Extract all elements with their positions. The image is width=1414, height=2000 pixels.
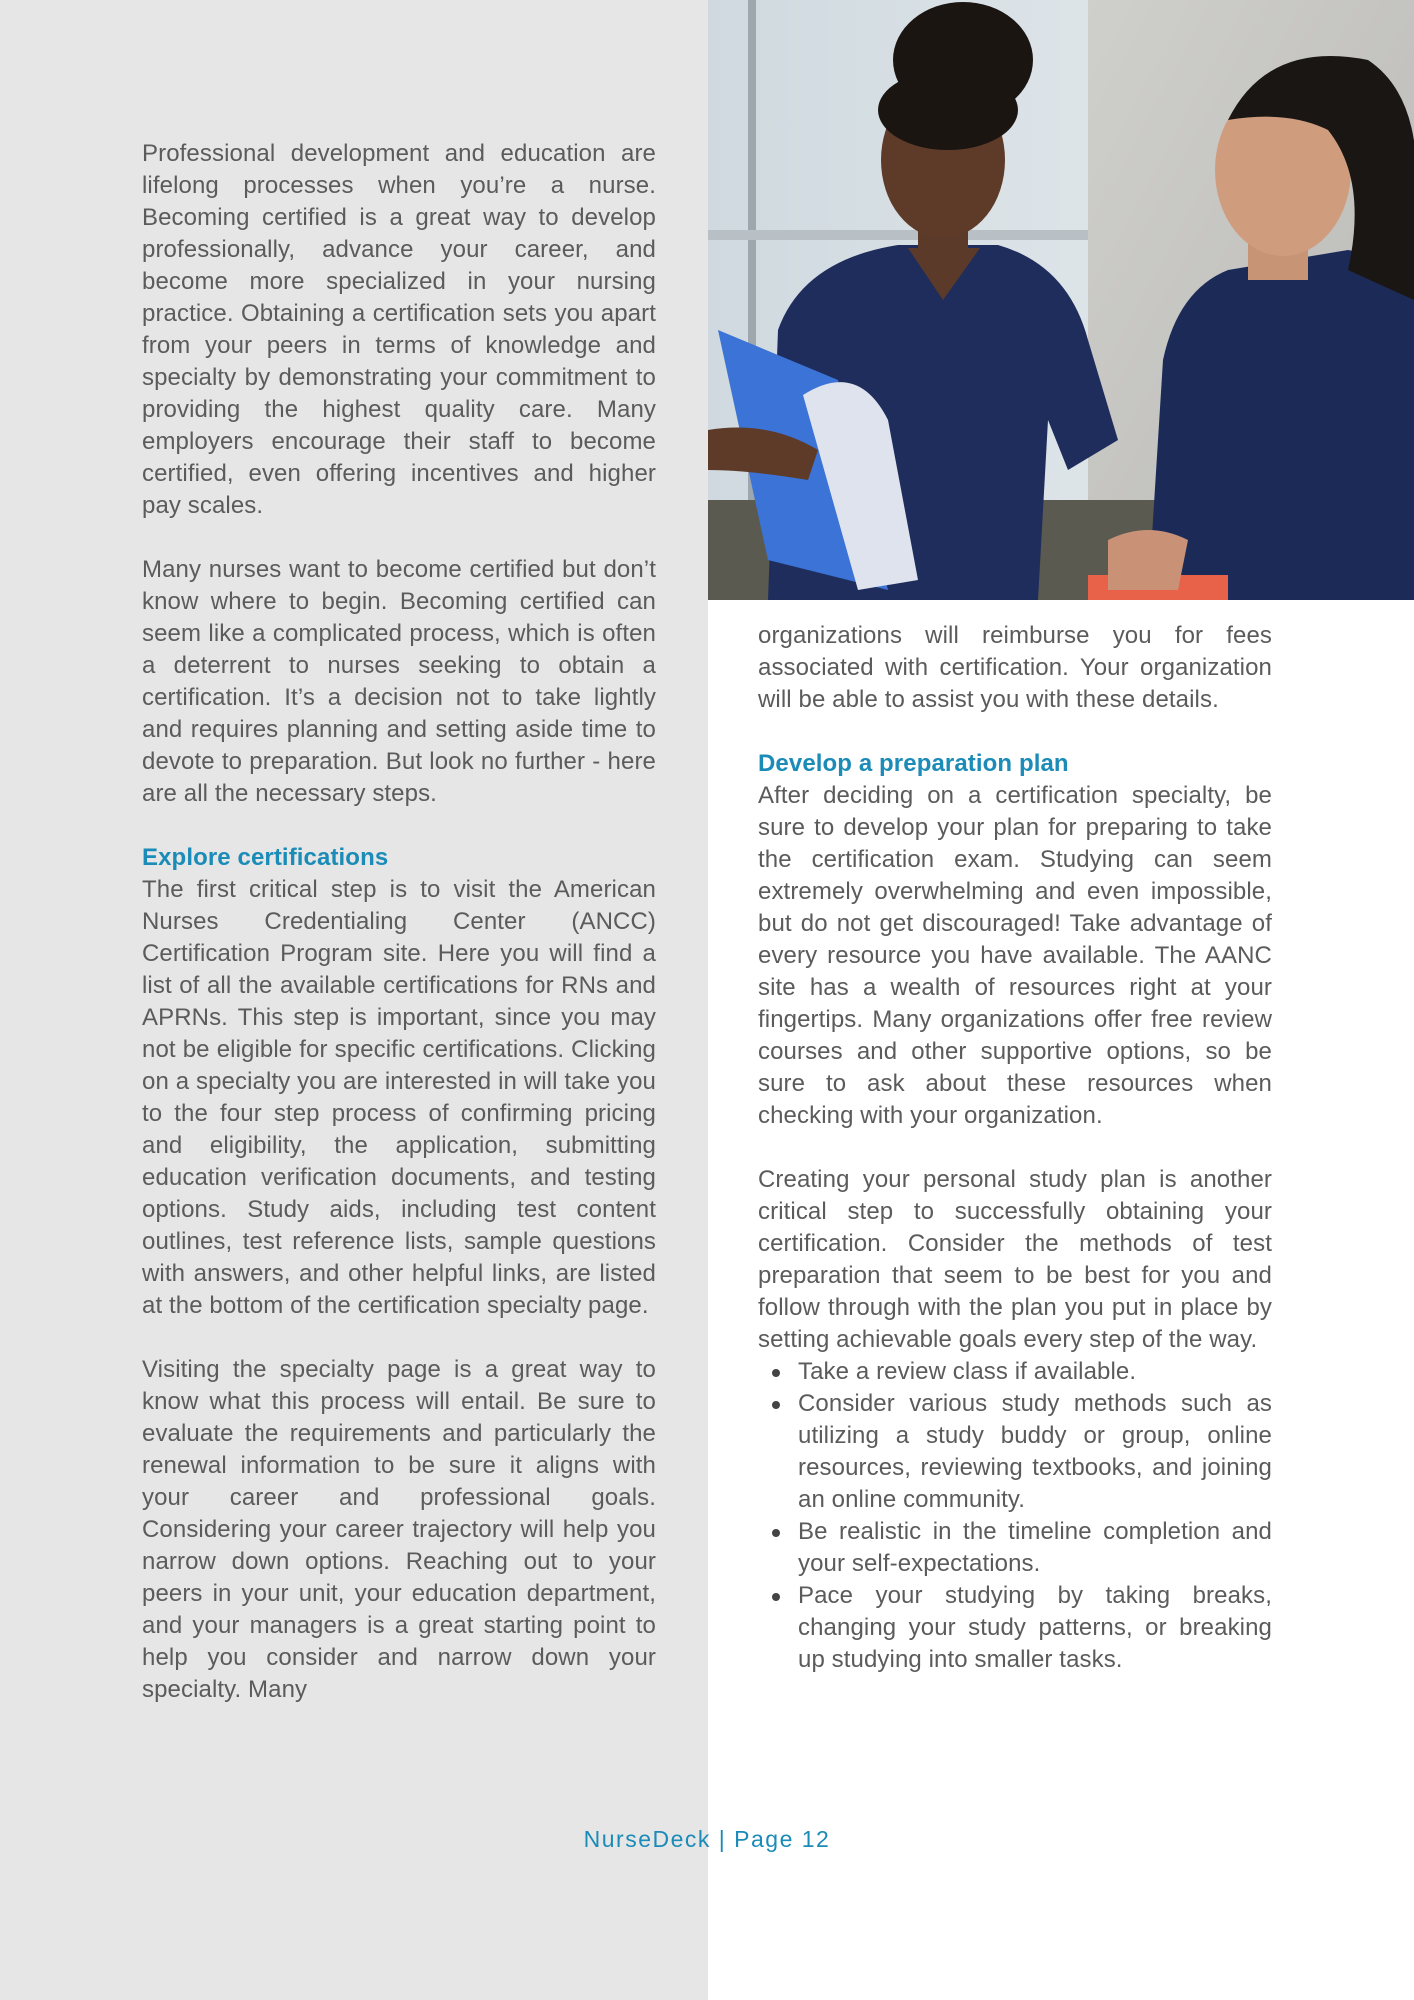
page-footer: NurseDeck | Page 12 [583,1826,831,1852]
section-heading-explore-certifications: Explore certifications [142,844,389,871]
explore-certifications-paragraph: The first critical step is to visit the American Nurses Credentialing Center (ANCC) Certification Program site. Here you will find a list of all the available certifications for RNs and APRNs. This step is important, since you may not be eligible for specific certifications. Clicking on a specialty you are interested in will take you to the four step process of confirming pricing and eligibility, the application, submitting education verification documents, and testing options. Study aids, including test content outlines, test reference lists, sample questions with answers, and other helpful links, are listed at the bottom of the certification specialty page. [142,876,656,1319]
list-item: Be realistic in the timeline completion and your self-expectations. [798,1516,1272,1580]
study-plan-paragraph: Creating your personal study plan is another critical step to successfully obtaining your certification. Consider the methods of test preparation that seem to be best for you and follow through with the plan you put in place by setting achievable goals every step of the way. [758,1166,1272,1353]
intro-paragraph: Professional development and education are lifelong processes when you’re a nurse. Becoming certified is a great way to develop professionally, advance your career, and become more specialized in your nursing practice. Obtaining a certification sets you apart from your peers in terms of knowledge and specialty by demonstrating your commitment to providing the highest quality care. Many employers encourage their staff to become certified, even offering incentives and higher pay scales. [142,140,656,519]
study-tips-list [758,1356,1272,1676]
getting-started-paragraph: Many nurses want to become certified but don’t know where to begin. Becoming certified can seem like a complicated process, which is often a deterrent to nurses seeking to obtain a certification. It’s a decision not to take lightly and requires planning and setting aside time to devote to preparation. But look no further - here are all the necessary steps. [142,556,656,807]
right-column [758,620,1272,1676]
list-item: Consider various study methods such as utilizing a study buddy or group, online resources, reviewing textbooks, and joining an online community. [798,1388,1272,1516]
reimbursement-paragraph: organizations will reimburse you for fees associated with certification. Your organization will be able to assist you with these details. [758,622,1272,713]
preparation-plan-paragraph: After deciding on a certification specialty, be sure to develop your plan for preparing to take the certification exam. Studying can seem extremely overwhelming and even impossible, but do not get discouraged! Take advantage of every resource you have available. The AANC site has a wealth of resources right at your fingertips. Many organizations offer free review courses and other supportive options, so be sure to ask about these resources when checking with your organization. [758,782,1272,1129]
list-item: Take a review class if available. [798,1356,1272,1388]
list-item: Pace your studying by taking breaks, changing your study patterns, or breaking up studying into smaller tasks. [798,1580,1272,1676]
nurses-photo [708,0,1414,600]
section-heading-preparation-plan: Develop a preparation plan [758,750,1069,777]
left-column [142,138,656,1706]
specialty-page-paragraph: Visiting the specialty page is a great way to know what this process will entail. Be sure to evaluate the requirements and particularly the renewal information to be sure it aligns with your career and professional goals. Considering your career trajectory will help you narrow down options. Reaching out to your peers in your unit, your education department, and your managers is a great starting point to help you consider and narrow down your specialty. Many [142,1356,656,1703]
